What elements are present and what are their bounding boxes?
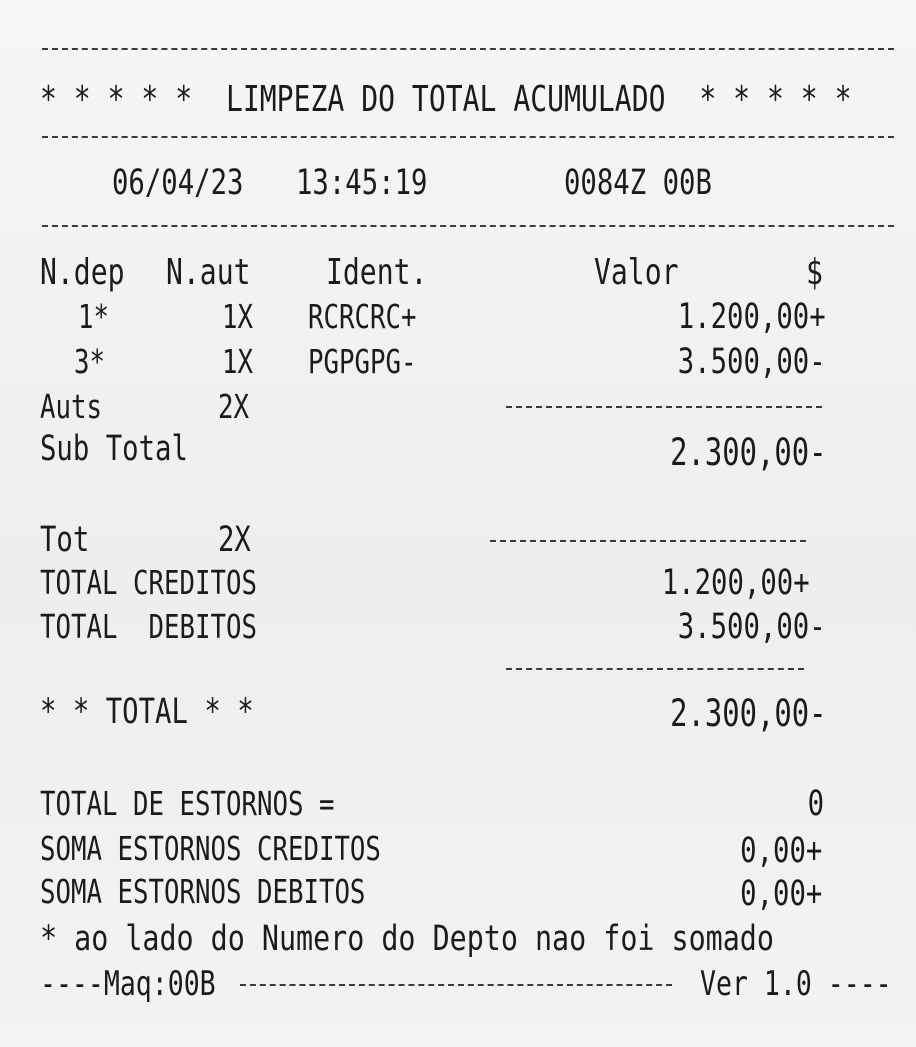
- column-currency: $: [806, 252, 823, 293]
- total-debitos-value: 3.500,00-: [678, 607, 826, 647]
- total-debitos-label: TOTAL DEBITOS: [40, 607, 257, 646]
- tot-label: Tot: [40, 520, 90, 560]
- subtotal-separator: [506, 406, 822, 408]
- tot-count: 2X: [218, 520, 251, 560]
- table-row-2-valor: 3.500,00-: [678, 342, 826, 382]
- column-ndep: N.dep: [40, 252, 125, 293]
- estornos-creditos-value: 0,00+: [739, 831, 822, 871]
- grand-total-value: 2.300,00-: [669, 692, 826, 735]
- table-row-2-ident: PGPGPG-: [308, 342, 417, 381]
- estornos-total-label: TOTAL DE ESTORNOS =: [40, 784, 335, 823]
- terminal-code: 0084Z 00B: [564, 163, 712, 203]
- column-valor: Valor: [594, 252, 679, 293]
- table-row-1-valor: 1.200,00+: [678, 297, 826, 337]
- receipt-title: * * * * * LIMPEZA DO TOTAL ACUMULADO * * * * *: [40, 79, 852, 120]
- column-ident: Ident.: [326, 252, 428, 293]
- footnote: * ao lado do Numero do Depto nao foi somado: [40, 919, 774, 959]
- grand-total-label: * * TOTAL * *: [40, 692, 254, 732]
- table-row-2-dep: 3*: [74, 342, 106, 381]
- estornos-debitos-label: SOMA ESTORNOS DEBITOS: [40, 872, 366, 911]
- auts-label: Auts: [40, 387, 102, 426]
- subtotal-value: 2.300,00-: [669, 431, 826, 474]
- footer-separator: [240, 984, 672, 986]
- subtotal-label: Sub Total: [40, 429, 188, 469]
- footer-version: Ver 1.0 ----: [700, 964, 892, 1004]
- receipt-time: 13:45:19: [296, 163, 428, 203]
- estornos-debitos-value: 0,00+: [739, 874, 822, 914]
- table-row-1-dep: 1*: [78, 297, 110, 336]
- header-separator: [42, 225, 894, 227]
- table-row-1-ident: RCRCRC+: [308, 297, 417, 336]
- title-separator: [42, 136, 894, 138]
- totals-separator: [490, 540, 806, 542]
- table-row-1-aut: 1X: [222, 297, 254, 336]
- total-creditos-value: 1.200,00+: [662, 563, 810, 603]
- grand-total-separator: [506, 668, 804, 670]
- footer-machine: ----Maq:00B: [40, 964, 216, 1004]
- column-naut: N.aut: [166, 252, 251, 293]
- auts-count: 2X: [218, 387, 250, 426]
- top-separator: [42, 48, 894, 50]
- total-creditos-label: TOTAL CREDITOS: [40, 563, 257, 602]
- estornos-creditos-label: SOMA ESTORNOS CREDITOS: [40, 829, 381, 868]
- table-row-2-aut: 1X: [222, 342, 254, 381]
- estornos-total-value: 0: [807, 784, 824, 824]
- receipt-date: 06/04/23: [112, 163, 244, 203]
